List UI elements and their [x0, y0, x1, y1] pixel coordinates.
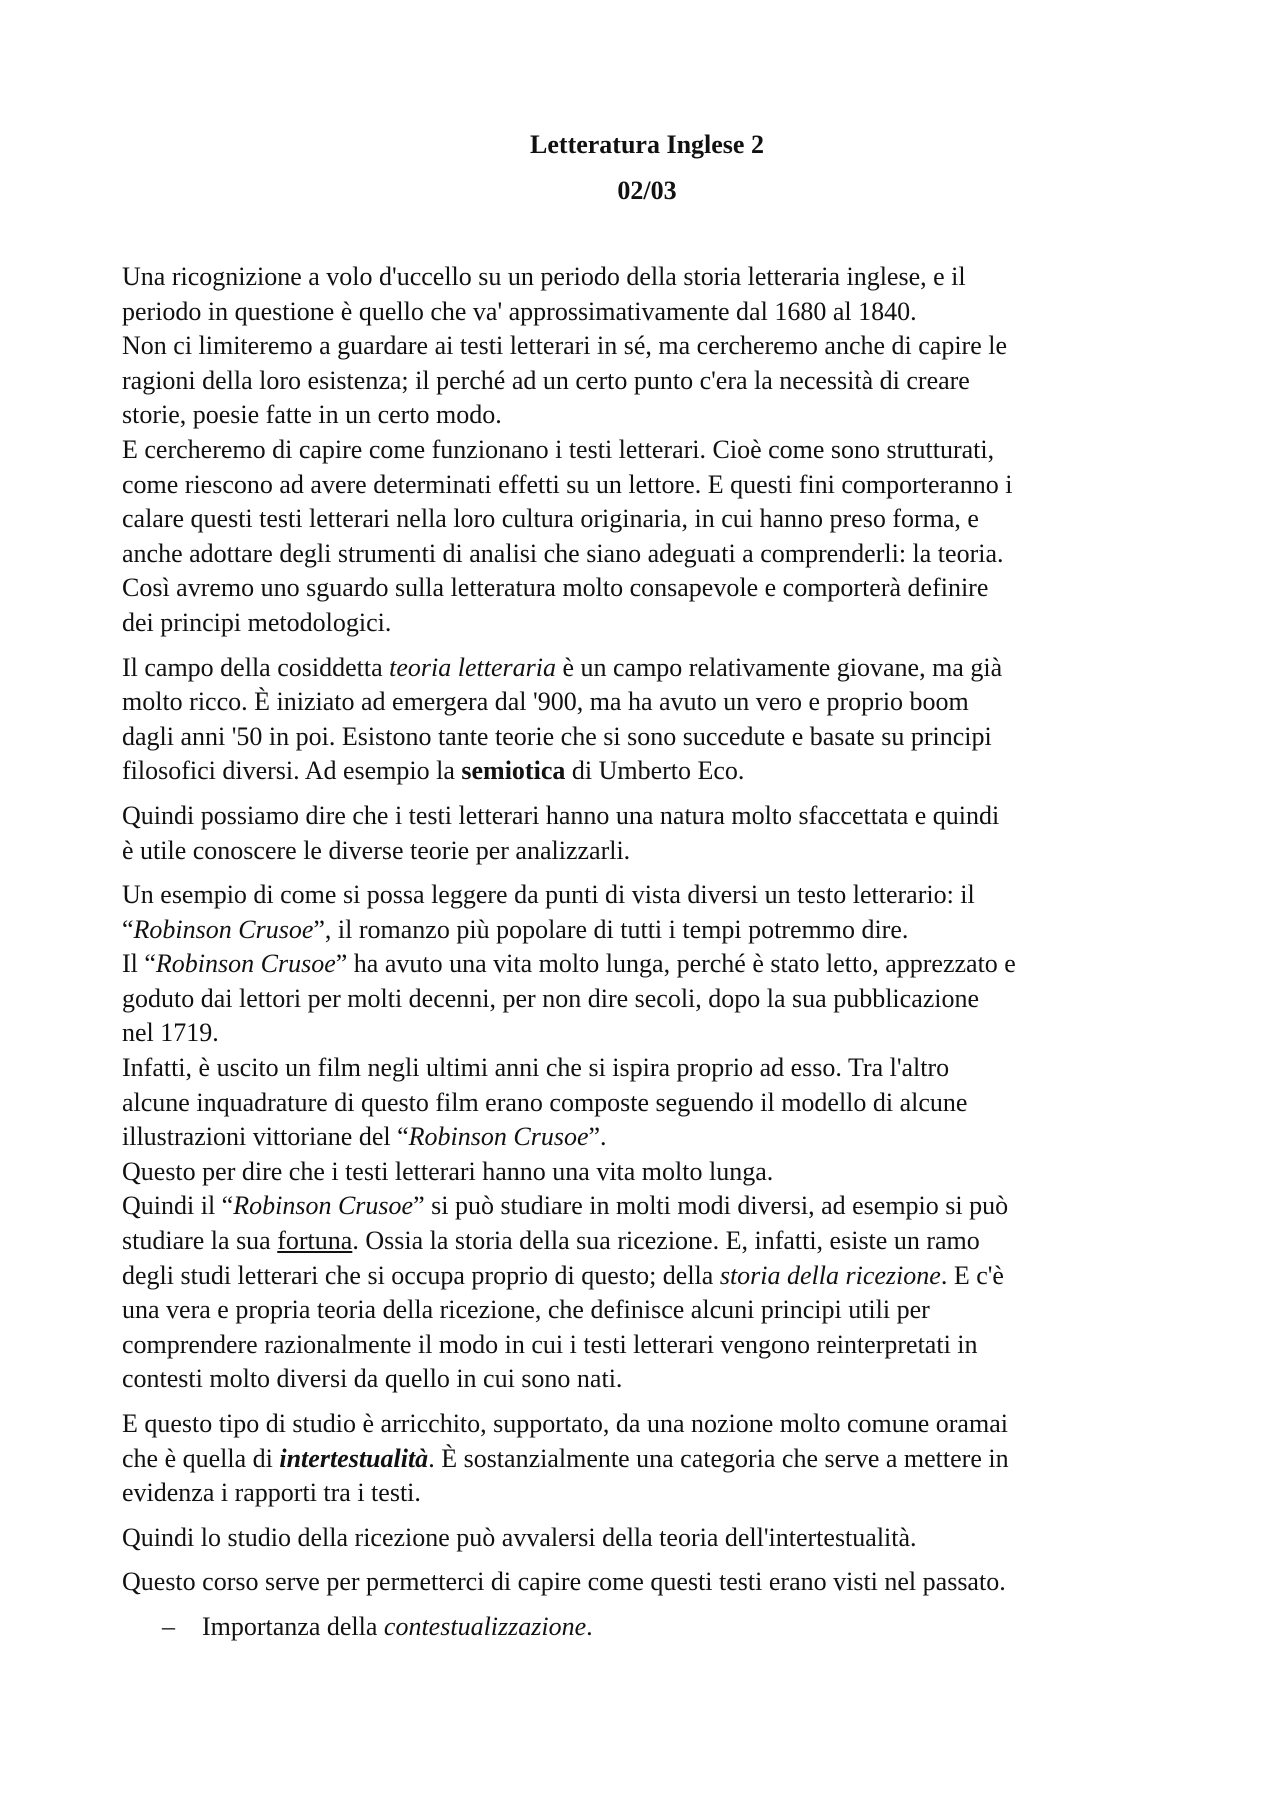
italic-term: storia della ricezione	[719, 1260, 941, 1290]
text-line: Quindi il “Robinson Crusoe” si può studiare in molti modi diversi, ad esempio si può	[122, 1191, 1009, 1221]
paragraph-multifaceted	[122, 799, 1172, 868]
text-line: filosofici diversi. Ad esempio la semiotica di Umberto Eco.	[122, 756, 745, 786]
document-title: Letteratura Inglese 2	[530, 130, 764, 159]
underlined-term: fortuna	[277, 1226, 353, 1256]
italic-title: Robinson Crusoe	[408, 1122, 589, 1152]
text-line: Infatti, è uscito un film negli ultimi anni che si ispira proprio ad esso. Tra l'altro	[122, 1053, 950, 1083]
text-line: come riescono ad avere determinati effetti su un lettore. E questi fini comporteranno i	[122, 469, 1013, 499]
text-line: goduto dai lettori per molti decenni, per non dire secoli, dopo la sua pubblicazione	[122, 983, 980, 1013]
paragraph-intro	[122, 260, 1172, 641]
paragraph-reception-study	[122, 1521, 1172, 1556]
italic-title: Robinson Crusoe	[133, 914, 314, 944]
text-line: molto ricco. È iniziato ad emergera dal '900, ma ha avuto un vero e proprio boom	[122, 687, 969, 717]
text-line: una vera e propria teoria della ricezione, che definisce alcuni principi utili per	[122, 1295, 930, 1325]
text-line: storie, poesie fatte in un certo modo.	[122, 400, 502, 430]
text-line: è utile conoscere le diverse teorie per analizzarli.	[122, 835, 631, 865]
text-line: studiare la sua fortuna. Ossia la storia della sua ricezione. E, infatti, esiste un ramo	[122, 1226, 980, 1256]
text-line: che è quella di intertestualità. È sostanzialmente una categoria che serve a mettere in	[122, 1443, 1009, 1473]
text-line: dei principi metodologici.	[122, 607, 392, 637]
paragraph-robinson-crusoe	[122, 878, 1172, 1397]
text-line: Quindi lo studio della ricezione può avvalersi della teoria dell'intertestualità.	[122, 1522, 917, 1552]
bold-term: semiotica	[461, 756, 566, 786]
text-line: ragioni della loro esistenza; il perché ad un certo punto c'era la necessità di creare	[122, 365, 970, 395]
bullet-item	[122, 1610, 1172, 1645]
text-line: comprendere razionalmente il modo in cui i testi letterari vengono reinterpretati in	[122, 1329, 978, 1359]
text-line: degli studi letterari che si occupa proprio di questo; della storia della ricezione. E c'è	[122, 1260, 1004, 1290]
text-line: Quindi possiamo dire che i testi letterari hanno una natura molto sfaccettata e quindi	[122, 800, 1000, 830]
document-date: 02/03	[617, 176, 677, 205]
text-line: nel 1719.	[122, 1018, 219, 1048]
text-line: evidenza i rapporti tra i testi.	[122, 1478, 421, 1508]
text-line: Un esempio di come si possa leggere da punti di vista diversi un testo letterario: il	[122, 880, 975, 910]
text-line: dagli anni '50 in poi. Esistono tante teorie che si sono succedute e basate su principi	[122, 721, 992, 751]
paragraph-course-purpose	[122, 1565, 1172, 1600]
text-line: illustrazioni vittoriane del “Robinson Crusoe”.	[122, 1122, 607, 1152]
text-line: alcune inquadrature di questo film erano composte seguendo il modello di alcune	[122, 1087, 968, 1117]
text-line: “Robinson Crusoe”, il romanzo più popolare di tutti i tempi potremmo dire.	[122, 914, 909, 944]
italic-term: contestualizzazione	[383, 1611, 587, 1641]
italic-title: Robinson Crusoe	[233, 1191, 414, 1221]
text-line: Una ricognizione a volo d'uccello su un periodo della storia letteraria inglese, e il	[122, 262, 966, 291]
italic-title: Robinson Crusoe	[155, 949, 336, 979]
paragraph-literary-theory	[122, 651, 1172, 789]
text-line: Questo per dire che i testi letterari hanno una vita molto lunga.	[122, 1156, 774, 1186]
text-line: E cercheremo di capire come funzionano i testi letterari. Cioè come sono strutturati,	[122, 434, 995, 464]
text-line: periodo in questione è quello che va' approssimativamente dal 1680 al 1840.	[122, 296, 917, 326]
text-line: Questo corso serve per permetterci di capire come questi testi erano visti nel passato.	[122, 1567, 1006, 1597]
text-line: Così avremo uno sguardo sulla letteratura molto consapevole e comporterà definire	[122, 573, 989, 603]
text-line: anche adottare degli strumenti di analisi che siano adeguati a comprenderli: la teoria.	[122, 538, 1004, 568]
text-line: E questo tipo di studio è arricchito, supportato, da una nozione molto comune oramai	[122, 1409, 1008, 1438]
document-page	[122, 128, 1172, 1645]
text-line: Non ci limiteremo a guardare ai testi letterari in sé, ma cercheremo anche di capire le	[122, 331, 1008, 361]
italic-term: teoria letteraria	[389, 652, 556, 682]
bullet-dash: –	[162, 1611, 175, 1641]
bold-italic-term: intertestualità	[279, 1443, 429, 1473]
text-line: Il campo della cosiddetta teoria letteraria è un campo relativamente giovane, ma già	[122, 652, 1003, 682]
text-line: calare questi testi letterari nella loro cultura originaria, in cui hanno preso forma, e	[122, 504, 979, 534]
paragraph-intertextuality	[122, 1407, 1172, 1511]
text-line: Il “Robinson Crusoe” ha avuto una vita molto lunga, perché è stato letto, apprezzato e	[122, 949, 1016, 979]
bullet-text: Importanza della contestualizzazione.	[202, 1611, 593, 1641]
text-line: contesti molto diversi da quello in cui sono nati.	[122, 1364, 623, 1394]
